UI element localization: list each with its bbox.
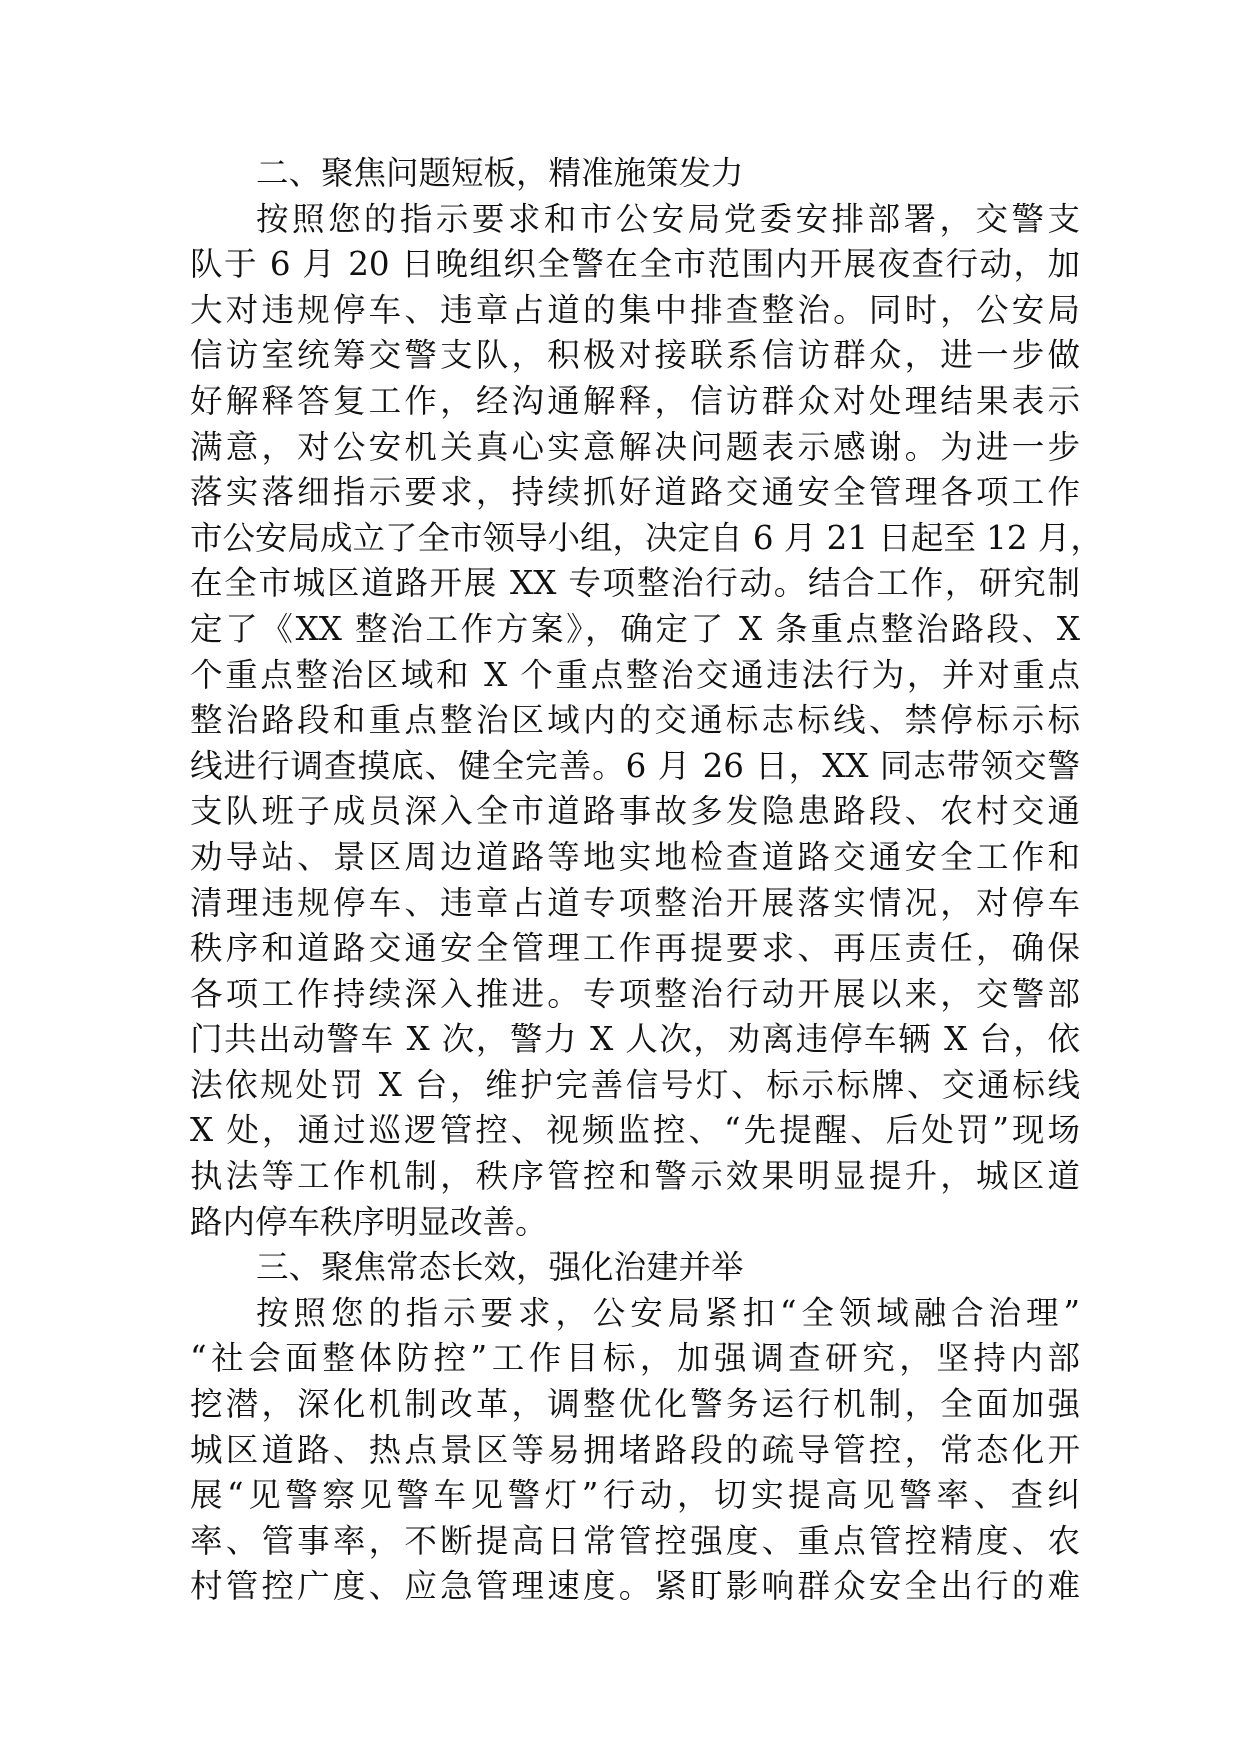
paragraph-line: 法依规处罚 X 台，维护完善信号灯、标示标牌、交通标线	[190, 1065, 1080, 1104]
paragraph-line: 在全市城区道路开展 XX 专项整治行动。结合工作，研究制	[190, 564, 1080, 603]
section-heading: 三、聚焦常态长效，强化治建并举	[256, 1248, 744, 1287]
paragraph-line: 好解释答复工作，经沟通解释，信访群众对处理结果表示	[190, 381, 1080, 420]
paragraph-line: 执法等工作机制，秩序管控和警示效果明显提升，城区道	[190, 1157, 1080, 1196]
paragraph-line: 个重点整治区域和 X 个重点整治交通违法行为，并对重点	[190, 655, 1080, 694]
paragraph-line: “社会面整体防控”工作目标，加强调查研究，坚持内部	[190, 1339, 1080, 1378]
paragraph-line: 城区道路、热点景区等易拥堵路段的疏导管控，常态化开	[190, 1430, 1080, 1469]
paragraph-line: 线进行调查摸底、健全完善。6 月 26 日，XX 同志带领交警	[190, 746, 1080, 785]
paragraph-line: X 处，通过巡逻管控、视频监控、“先提醒、后处罚”现场	[190, 1111, 1080, 1150]
paragraph-line: 展“见警察见警车见警灯”行动，切实提高见警率、查纠	[190, 1476, 1080, 1515]
paragraph-line: 信访室统筹交警支队，积极对接联系信访群众，进一步做	[190, 336, 1080, 375]
paragraph-line: 定了《XX 整治工作方案》，确定了 X 条重点整治路段、X	[190, 609, 1080, 648]
paragraph-line: 率、管事率，不断提高日常管控强度、重点管控精度、农	[190, 1521, 1080, 1560]
paragraph-line: 满意，对公安机关真心实意解决问题表示感谢。为进一步	[190, 427, 1080, 466]
paragraph-line: 落实落细指示要求，持续抓好道路交通安全管理各项工作	[190, 473, 1080, 512]
document-body	[190, 151, 1103, 1610]
section-heading: 二、聚焦问题短板，精准施策发力	[256, 154, 744, 192]
paragraph-line: 按照您的指示要求和市公安局党委安排部署，交警支	[256, 199, 1080, 238]
paragraph-line: 大对违规停车、违章占道的集中排查整治。同时，公安局	[190, 290, 1080, 329]
paragraph-line: 各项工作持续深入推进。专项整治行动开展以来，交警部	[190, 974, 1080, 1013]
paragraph-line: 路内停车秩序明显改善。	[190, 1202, 548, 1241]
paragraph-line: 劝导站、景区周边道路等地实地检查道路交通安全工作和	[190, 837, 1080, 876]
paragraph-line: 队于 6 月 20 日晚组织全警在全市范围内开展夜查行动，加	[190, 245, 1080, 284]
paragraph-line: 秩序和道路交通安全管理工作再提要求、再压责任，确保	[190, 929, 1080, 968]
paragraph-line: 市公安局成立了全市领导小组，决定自 6 月 21 日起至 12 月，	[190, 518, 1103, 557]
paragraph-line: 支队班子成员深入全市道路事故多发隐患路段、农村交通	[190, 792, 1080, 831]
paragraph-line: 村管控广度、应急管理速度。紧盯影响群众安全出行的难	[190, 1567, 1080, 1606]
paragraph-line: 清理违规停车、违章占道专项整治开展落实情况，对停车	[190, 883, 1080, 922]
paragraph-line: 整治路段和重点整治区域内的交通标志标线、禁停标示标	[190, 701, 1080, 740]
paragraph-line: 挖潜，深化机制改革，调整优化警务运行机制，全面加强	[190, 1385, 1080, 1424]
paragraph-line: 门共出动警车 X 次，警力 X 人次，劝离违停车辆 X 台，依	[190, 1020, 1080, 1059]
paragraph-line: 按照您的指示要求，公安局紧扣“全领域融合治理”	[256, 1293, 1080, 1332]
